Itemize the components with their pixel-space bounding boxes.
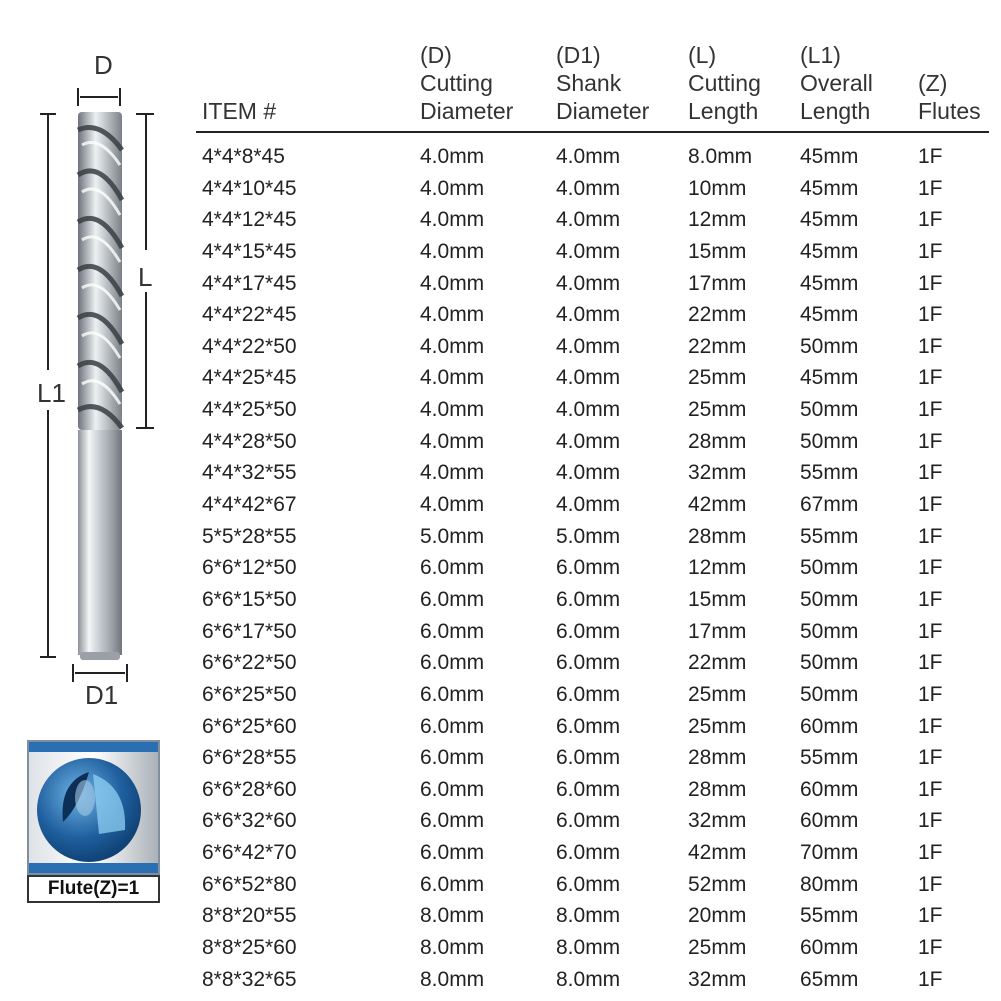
shank-diameter-cell: 4.0mm [556,493,621,517]
cutting-length-cell: 25mm [688,682,747,706]
shank-diameter-cell: 6.0mm [556,809,621,833]
overall-length-cell: 50mm [800,429,859,453]
overall-length-cell: 50mm [800,619,859,643]
dimension-label-l1: L1 [37,378,66,408]
cutting-length-cell: 12mm [688,556,747,580]
cutting-diameter-cell: 8.0mm [420,967,485,991]
item-cell: 4*4*8*45 [202,145,285,168]
shank-diameter-cell: 8.0mm [556,904,621,928]
item-cell: 4*4*15*45 [202,239,297,263]
cutting-diameter-cell: 6.0mm [420,746,485,770]
overall-length-cell: 60mm [800,777,859,801]
flutes-cell: 1F [918,366,943,390]
flutes-cell: 1F [918,841,943,865]
item-cell: 4*4*25*50 [202,398,297,422]
cutting-diameter-cell: 8.0mm [420,904,485,928]
header-line: (D1) [556,42,601,68]
header-item [202,97,276,125]
item-cell: 6*6*28*55 [202,746,297,770]
shank-diameter-cell: 4.0mm [556,239,621,263]
cutting-diameter-cell: 4.0mm [420,176,485,200]
flutes-cell: 1F [918,682,943,706]
cutting-diameter-cell: 6.0mm [420,682,485,706]
cutting-diameter-cell: 8.0mm [420,936,485,960]
cutting-length-cell: 25mm [688,714,747,738]
shank-diameter-cell: 4.0mm [556,145,621,168]
shank-diameter-cell: 4.0mm [556,271,621,295]
overall-length-cell: 45mm [800,239,859,263]
cutting-diameter-cell: 4.0mm [420,271,485,295]
shank-diameter-cell: 8.0mm [556,967,621,991]
table-body [196,133,989,995]
cutting-diameter-cell: 4.0mm [420,461,485,485]
flutes-cell: 1F [918,271,943,295]
item-cell: 4*4*12*45 [202,208,297,232]
table-header [196,30,989,133]
cutting-length-cell: 12mm [688,208,747,232]
cutting-length-cell: 32mm [688,461,747,485]
cutting-length-cell: 32mm [688,809,747,833]
overall-length-cell: 65mm [800,967,859,991]
shank-diameter-cell: 4.0mm [556,334,621,358]
shank-diameter-cell: 4.0mm [556,176,621,200]
flutes-cell: 1F [918,145,943,168]
shank-diameter-cell: 6.0mm [556,619,621,643]
cutting-length-cell: 42mm [688,841,747,865]
flutes-cell: 1F [918,619,943,643]
header-line: Length [688,98,759,124]
item-cell: 8*8*32*65 [202,967,297,991]
shank-diameter-cell: 6.0mm [556,841,621,865]
dimension-label-d1: D1 [85,680,119,710]
table-row [196,268,989,300]
shank-diameter-cell: 4.0mm [556,398,621,422]
overall-length-cell: 60mm [800,936,859,960]
shank-diameter-cell: 6.0mm [556,777,621,801]
flutes-cell: 1F [918,429,943,453]
cutting-diameter-cell: 4.0mm [420,208,485,232]
header-line: (D) [420,42,452,68]
item-cell: 6*6*25*50 [202,682,297,706]
overall-length-cell: 55mm [800,524,859,548]
shank-diameter-cell: 6.0mm [556,651,621,675]
item-cell: 4*4*22*45 [202,303,297,327]
header-line: Cutting [420,70,493,96]
item-cell: 5*5*28*55 [202,524,297,548]
flutes-cell: 1F [918,967,943,991]
cutting-diameter-cell: 6.0mm [420,809,485,833]
overall-length-cell: 45mm [800,271,859,295]
item-cell: 6*6*17*50 [202,619,297,643]
shank-diameter-cell: 6.0mm [556,682,621,706]
header-line: (L) [688,42,717,68]
shank-diameter-cell: 4.0mm [556,461,621,485]
table-row [196,932,989,964]
table-row [196,489,989,521]
flute-end-view-image [27,740,160,875]
item-cell: 6*6*22*50 [202,651,297,675]
header-line: (Z) [918,70,948,96]
flutes-cell: 1F [918,556,943,580]
flutes-cell: 1F [918,651,943,675]
cutting-diameter-cell: 4.0mm [420,366,485,390]
item-cell: 4*4*22*50 [202,334,297,358]
overall-length-cell: 80mm [800,872,859,896]
table-row [196,837,989,869]
overall-length-cell: 45mm [800,176,859,200]
cutting-length-cell: 52mm [688,872,747,896]
table-row [196,869,989,901]
item-cell: 4*4*42*67 [202,493,297,517]
shank-diameter-cell: 6.0mm [556,872,621,896]
cutting-diameter-cell: 6.0mm [420,619,485,643]
flutes-cell: 1F [918,334,943,358]
table-row [196,774,989,806]
header-shank-diameter [556,41,649,125]
table-row [196,616,989,648]
overall-length-cell: 60mm [800,714,859,738]
dimension-label-d: D [94,50,113,80]
flutes-cell: 1F [918,524,943,548]
item-cell: 4*4*10*45 [202,176,297,200]
overall-length-cell: 45mm [800,208,859,232]
overall-length-cell: 50mm [800,651,859,675]
cutting-length-cell: 25mm [688,936,747,960]
header-cutting-diameter [420,41,513,125]
flute-end-view-drawing [29,742,158,873]
table-row [196,521,989,553]
flutes-cell: 1F [918,714,943,738]
item-cell: 6*6*25*60 [202,714,297,738]
table-row [196,805,989,837]
header-item-line: ITEM # [202,98,277,124]
item-cell: 6*6*15*50 [202,587,297,611]
header-cutting-length [688,41,761,125]
item-cell: 4*4*28*50 [202,429,297,453]
cutting-diameter-cell: 4.0mm [420,303,485,327]
cutting-length-cell: 15mm [688,587,747,611]
item-cell: 8*8*20*55 [202,904,297,928]
cutting-length-cell: 20mm [688,904,747,928]
cutting-length-cell: 32mm [688,967,747,991]
shank-diameter-cell: 6.0mm [556,587,621,611]
cutting-diameter-cell: 6.0mm [420,841,485,865]
header-line: Flutes [918,98,981,124]
table-row [196,457,989,489]
end-mill-illustration [0,0,190,1001]
flutes-cell: 1F [918,176,943,200]
cutting-length-cell: 28mm [688,429,747,453]
header-line: Diameter [556,98,650,124]
flutes-cell: 1F [918,872,943,896]
overall-length-cell: 50mm [800,682,859,706]
cutting-diameter-cell: 6.0mm [420,872,485,896]
cutting-length-cell: 28mm [688,777,747,801]
overall-length-cell: 55mm [800,904,859,928]
cutting-diameter-cell: 6.0mm [420,714,485,738]
item-cell: 4*4*32*55 [202,461,297,485]
header-flutes [918,69,981,125]
end-mill-drawing [0,0,190,740]
cutting-length-cell: 22mm [688,334,747,358]
cutting-diameter-cell: 4.0mm [420,429,485,453]
flutes-cell: 1F [918,493,943,517]
cutting-diameter-cell: 6.0mm [420,587,485,611]
overall-length-cell: 50mm [800,556,859,580]
header-line: Overall [800,70,873,96]
cutting-diameter-cell: 4.0mm [420,493,485,517]
cutting-length-cell: 22mm [688,651,747,675]
item-cell: 6*6*32*60 [202,809,297,833]
cutting-diameter-cell: 4.0mm [420,145,485,168]
shank-diameter-cell: 6.0mm [556,714,621,738]
shank-diameter-cell: 6.0mm [556,556,621,580]
cutting-diameter-cell: 4.0mm [420,334,485,358]
overall-length-cell: 60mm [800,809,859,833]
table-row [196,331,989,363]
flutes-cell: 1F [918,904,943,928]
shank-diameter-cell: 6.0mm [556,746,621,770]
cutting-length-cell: 10mm [688,176,747,200]
cutting-length-cell: 22mm [688,303,747,327]
overall-length-cell: 45mm [800,366,859,390]
table-row [196,141,989,173]
cutting-length-cell: 15mm [688,239,747,263]
table-row [196,711,989,743]
cutting-diameter-cell: 6.0mm [420,777,485,801]
overall-length-cell: 50mm [800,398,859,422]
shank-diameter-cell: 4.0mm [556,366,621,390]
item-cell: 6*6*12*50 [202,556,297,580]
item-cell: 6*6*42*70 [202,841,297,865]
overall-length-cell: 70mm [800,841,859,865]
item-cell: 8*8*25*60 [202,936,297,960]
cutting-length-cell: 28mm [688,524,747,548]
table-row [196,173,989,205]
flutes-cell: 1F [918,936,943,960]
cutting-length-cell: 8.0mm [688,145,753,168]
cutting-length-cell: 17mm [688,271,747,295]
table-row [196,647,989,679]
header-line: (L1) [800,42,841,68]
item-cell: 6*6*52*80 [202,872,297,896]
overall-length-cell: 55mm [800,746,859,770]
cutting-length-cell: 28mm [688,746,747,770]
table-row [196,204,989,236]
overall-length-cell: 67mm [800,493,859,517]
header-line: Shank [556,70,622,96]
table-row [196,426,989,458]
header-line: Cutting [688,70,761,96]
shank-diameter-cell: 8.0mm [556,936,621,960]
table-row [196,584,989,616]
flutes-cell: 1F [918,461,943,485]
flutes-cell: 1F [918,303,943,327]
overall-length-cell: 45mm [800,145,859,168]
shank-diameter-cell: 4.0mm [556,303,621,327]
flutes-cell: 1F [918,777,943,801]
flutes-cell: 1F [918,239,943,263]
shank-diameter-cell: 4.0mm [556,208,621,232]
cutting-length-cell: 25mm [688,398,747,422]
flute-count-caption: Flute(Z)=1 [27,875,160,903]
item-cell: 4*4*25*45 [202,366,297,390]
cutting-length-cell: 17mm [688,619,747,643]
header-line: Diameter [420,98,514,124]
cutting-diameter-cell: 4.0mm [420,398,485,422]
shank-diameter-cell: 5.0mm [556,524,621,548]
dimension-label-l: L [138,262,153,292]
table-row [196,679,989,711]
cutting-diameter-cell: 6.0mm [420,651,485,675]
spec-table [196,30,989,995]
flutes-cell: 1F [918,587,943,611]
cutting-diameter-cell: 6.0mm [420,556,485,580]
table-row [196,552,989,584]
table-row [196,236,989,268]
table-row [196,964,989,996]
item-cell: 6*6*28*60 [202,777,297,801]
flutes-cell: 1F [918,208,943,232]
cutting-diameter-cell: 5.0mm [420,524,485,548]
table-row [196,900,989,932]
header-line: Length [800,98,871,124]
overall-length-cell: 45mm [800,303,859,327]
overall-length-cell: 55mm [800,461,859,485]
table-row [196,362,989,394]
shank-diameter-cell: 4.0mm [556,429,621,453]
item-cell: 4*4*17*45 [202,271,297,295]
table-row [196,299,989,331]
cutting-length-cell: 42mm [688,493,747,517]
header-overall-length [800,41,873,125]
table-row [196,394,989,426]
cutting-length-cell: 25mm [688,366,747,390]
table-row [196,742,989,774]
flutes-cell: 1F [918,398,943,422]
flutes-cell: 1F [918,746,943,770]
flutes-cell: 1F [918,809,943,833]
overall-length-cell: 50mm [800,587,859,611]
cutting-diameter-cell: 4.0mm [420,239,485,263]
overall-length-cell: 50mm [800,334,859,358]
